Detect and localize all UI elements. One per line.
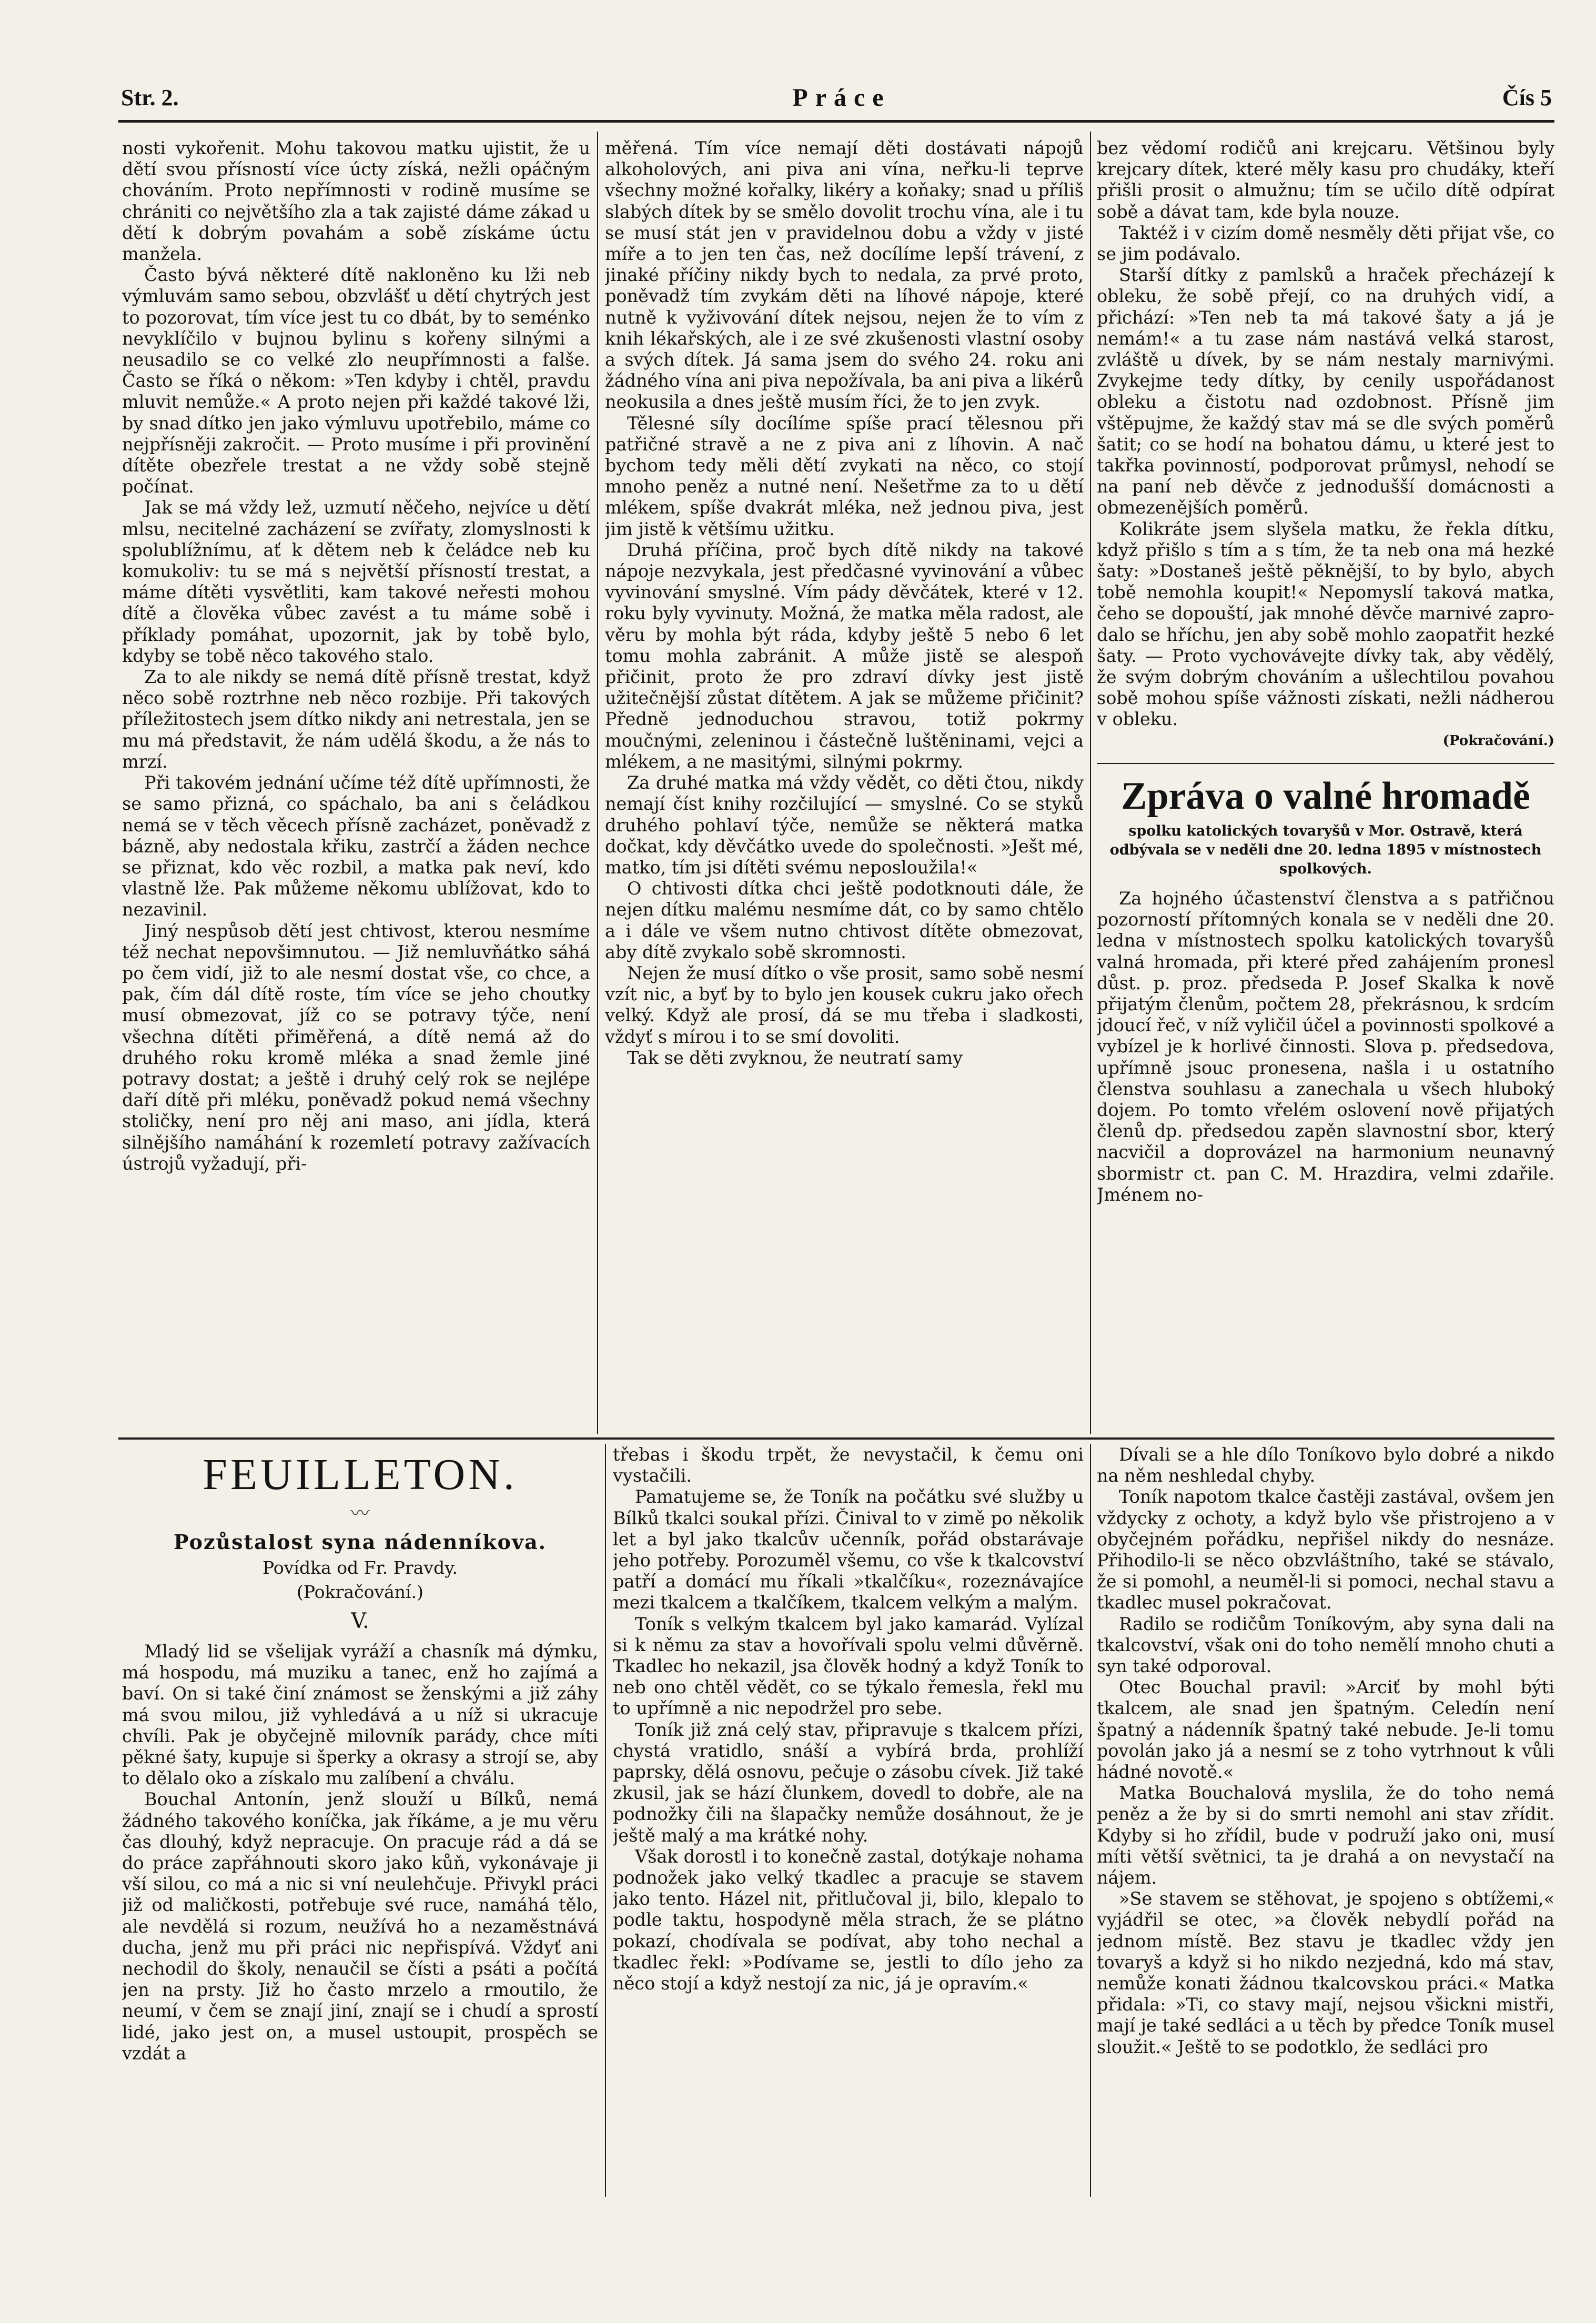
story-paragraph: Toník napotom tkalce častěji zastával, ovšem jen vždycky z ochoty, a když bylo vše přistrojeno a v obyčejném pořádku, nepřišel nikdy do nesnáze. Přihodilo-li se něco obzvláštního, také se stávalo, že si pomohl, a neuměl-li si pomoci, nechal stavu a tkadlec musel pokračovat. — [1097, 1486, 1554, 1613]
feuilleton-heading: FEUILLETON. — [203, 1450, 518, 1499]
feuilleton-column-1 — [122, 1444, 598, 2191]
ornament-icon: 〰 — [350, 1503, 370, 1524]
article-paragraph: Taktéž i v cizím domě nesměly děti přijat vše, co se jim podávalo. — [1097, 222, 1554, 265]
article-paragraph: nosti vykořenit. Mohu takovou matku ujistit, že u dětí svou přísností více úcty získá, nežli opáčným chováním. Proto nepřímnosti v rodině musíme se chrániti co největšího zla a tak zajisté dáme zákad u dětí k dobrým povahám a sobě získáme úctu manžela. — [122, 138, 590, 265]
article-paragraph: Jiný nespůsob dětí jest chtivost, kterou nesmíme též nechat nepovšimnutou. — Již nemluvňátko sáhá po čem vidí, již to ale nesmí dostat vše, co chce, a pak, čím dál dítě roste, tím více se jeho choutky musí obmezovat, jíž co se potravy týče, není všechna dítěti přiměřená, a dítě nemá až do druhého roku kromě mléka a snad žemle jiné potravy dostat; a ještě i druhý celý rok se nejlépe daří dítě při mléku, poněvadž pokud nemá všechny stoličky, není pro něj ani maso, ani jídla, která silnějšího namáhání k rozemletí potravy zažívacích ústrojů vyžadují, při- — [122, 920, 590, 1174]
chapter-number: V. — [351, 1609, 369, 1633]
article-paragraph: O chtivosti dítka chci ještě podotknouti dále, že nejen dítku malému nesmíme dát, co by samo chtělo a i dále ve všem nutno chtivost dítěte obmezovat, aby dítě zvykalo sobě skromnosti. — [605, 878, 1084, 962]
article-paragraph: Nejen že musí dítko o vše prosit, samo sobě nesmí vzít nic, a byť by to bylo jen kousek cukru jako ořech velký. Když ale prosí, dá se mu třeba i sladkosti, vždyť s mírou i to se smí dovoliti. — [605, 962, 1084, 1047]
article-column-1 — [122, 138, 590, 1432]
story-author: Povídka od Fr. Pravdy. — [262, 1557, 458, 1578]
article-paragraph: Tělesné síly docílíme spíše prací tělesnou při patřičné stravě a ne z piva ani z líhovin. A nač bychom tedy měli dětí zvykati na něco, co stojí mnoho peněz a nutné není. Nešetřme za to u dětí mlékem, spíše dvakrát mléka, než jednou piva, jest jim jistě k většímu užitku. — [605, 413, 1084, 539]
article-column-3 — [1097, 138, 1554, 1432]
article-paragraph: Kolikráte jsem slyšela matku, že řekla dítku, když přišlo s tím a s tím, že ta neb ona má hezké šaty: »Dostaneš ještě pěknější, to by bylo, abych tobě nemohla koupit!« Nepomyslí taková matka, čeho se dopouští, jak mnohé děvče marnivé zaprodalo se hříchu, jen aby sobě mohlo zaopatřit hezké šaty. — Proto vychovávejte dívky tak, aby vědělý, že svým dobrým chováním a ušlechtilou povahou sobě mohou spíše vážnosti získati, nežli nádherou v obleku. — [1097, 518, 1554, 730]
article-paragraph: Tak se děti zvyknou, že neutratí samy — [627, 1047, 963, 1068]
story-paragraph: Pamatujeme se, že Toník na počátku své služby u Bílků tkalci soukal přízi. Činival to v zimě po několik let a byl jako tkalcův učenník, pořád obstarávaje jeho potřeby. Porozuměl všemu, co vše k tkalcovství patří a domácí mu říkali »tkalčíku«, rozeznávajíce mezi tkalcem a tkalčíkem, tkalcem velkým a malým. — [613, 1486, 1084, 1613]
story-paragraph: Toník již zná celý stav, připravuje s tkalcem přízi, chystá vratidlo, snáší a vybírá brda, prohlíží paprsky, dělá osnovu, pečuje o zásobu cívek. Již také zkusil, jak se hází člunkem, dovedl to dobře, ale na podnožky čili na šlapačky nemůže dosáhnout, že je ještě malý a ma krátké nohy. — [613, 1719, 1084, 1846]
story-paragraph: Otec Bouchal pravil: »Arciť by mohl býti tkalcem, ale snad jen špatným. Celedín není špatný a nádenník špatný také nebude. Je-li tomu povolán jako já a nesmí se z toho vytrhnout k vůli hádné novotě.« — [1097, 1677, 1554, 1783]
article-paragraph: Při takovém jednání učíme též dítě upřímnosti, že se samo přizná, co spáchalo, ba ani s čeládkou nemá se v těch věcech přísně zacházet, poněvadž z bázně, aby nedostala křiku, zastrčí a žáden nechce se přiznat, kdo věc rozbil, a matka pak neví, kdo vlastně lže. Pak můžeme někomu ublížovat, kdo to nezavinil. — [122, 772, 590, 920]
article-paragraph: Za to ale nikdy se nemá dítě přísně trestat, když něco sobě roztrhne neb něco rozbije. Při takových příležitostech jsem dítko nikdy ani netrestala, jen se mu má představit, že nám udělá škodu, a že nás to mrzí. — [122, 667, 590, 772]
page-header — [121, 79, 1552, 116]
page-number: Str. 2. — [121, 85, 179, 110]
feuilleton-rule — [118, 1437, 1554, 1440]
continued-note: (Pokračování.) — [1442, 732, 1554, 749]
column-divider — [1090, 1444, 1091, 2197]
article-paragraph: Druhá příčina, proč bych dítě nikdy na takové nápoje nezvykala, jest předčasné vyvinování a vůbec vyvinování smyslné. Vím pády děvčátek, které v 12. roku byly vyvinuty. Možná, že matka měla radost, ale věru by mohla být ráda, kdyby ještě 5 nebo 6 let tomu mohla zabránit. A může jistě se alespoň přičinit, proto že pro zdraví dívky jest jistě užitečnější zůstat dítětem. A jak se můžeme přičinit? Předně jednoduchou stravou, totiž pokrmy moučnými, zeleninou i částečně luštěninami, vejci a mlékem, a ne masitými, silnými pokrmy. — [605, 539, 1084, 772]
header-rule — [118, 120, 1554, 123]
article-column-2 — [605, 138, 1084, 1432]
column-divider — [605, 1444, 606, 2197]
report-title: Zpráva o valné hromadě — [1121, 774, 1530, 818]
story-paragraph: »Se stavem se stěhovat, je spojeno s obtížemi,« vyjádřil se otec, »a člověk nebydlí pořád na jednom místě. Bez stavu je tkadlec vždy jen tovaryš a když si ho nikdo nezjedná, kdo má stav, nemůže konati žádnou tkalcovskou práci.« Matka přidala: »Ti, co stavy mají, nejsou všickni mistři, mají je také sedláci a u těch by předce Toník musel sloužit.« Ještě to se podotklo, že sedláci pro — [1097, 1888, 1554, 2057]
column-divider — [1090, 132, 1091, 1434]
article-paragraph: Jak se má vždy lež, uzmutí něčeho, nejvíce u dětí mlsu, necitelné zacházení se zvířaty, zlomyslnosti k spolublížnímu, ať k dětem neb k čeládce neb ku komukoliv: tu se má s největší přísností trestat, a máme dítěti vysvětliti, kam takové neřesti mohou dítě a člověka vůbec zavést a tu máme sobě i příklady pomáhat, upozornit, jak by tobě bylo, kdyby se tobě něco takového stalo. — [122, 497, 590, 666]
story-paragraph: Matka Bouchalová myslila, že do toho nemá peněz a že by si do smrti nemohl ani stav zřídit. Kdyby si ho zřídil, bude v podruží jako oni, musí míti větší světnici, ta je drahá a on nevystačí na nájem. — [1097, 1783, 1554, 1888]
story-paragraph: Bouchal Antonín, jenž slouží u Bílků, nemá žádného takového koníčka, jak říkáme, a je mu věru čas dlouhý, když nepracuje. On pracuje rád a dá se do práce zapřáhnouti skoro jako kůň, vykonávaje ji vší silou, co má a nic si vní neulehčuje. Přivykl práci již od maličkosti, potřebuje své ruce, namáhá tělo, ale nevdělá si rozum, neužívá ho a nezaměstnává ducha, jenž mu při práci nic nepřispívá. Vždyť ani nechodil do školy, nenaučil se čísti a psáti a počítá jen na prsty. Již ho často mrzelo a rmoutilo, že neumí, v čem se znají jiní, znají se i chudí a sprostí lidé, jako jest on, a musel ustoupit, prospěch se vzdát a — [122, 1789, 598, 2064]
issue-number: Čís 5 — [1502, 85, 1552, 110]
story-continued: (Pokračování.) — [297, 1582, 423, 1602]
section-rule — [1097, 763, 1554, 764]
story-paragraph: třebas i škodu trpět, že nevystačil, k čemu oni vystačili. — [613, 1444, 1084, 1486]
article-paragraph: bez vědomí rodičů ani krejcaru. Většinou byly krejcary dítek, které měly kasu pro chudáky, kteří přišli prosit o almužnu; tím se učilo dítě odpírat sobě a dávat tam, kde byla nouze. — [1097, 138, 1554, 222]
story-paragraph: Toník s velkým tkalcem byl jako kamarád. Vylízal si k němu za stav a hovořívali spolu velmi důvěrně. Tkadlec ho nekazil, jsa člověk hodný a když Toník to neb ono chtěl vědět, co se týkalo řemesla, řekl mu to upřímně a nic nepodržel pro sebe. — [613, 1613, 1084, 1719]
story-paragraph: Radilo se rodičům Toníkovým, aby syna dali na tkalcovství, však oni do toho nemělí mnoho chuti a syn také odporoval. — [1097, 1613, 1554, 1677]
newspaper-title: Práce — [792, 84, 891, 112]
column-divider — [597, 132, 598, 1434]
report-paragraph: Za hojného účastenství členstva a s patřičnou pozorností přítomných konala se v neděli dne 20. ledna v místnostech spolku katolických tovaryšů valná hromada, při které před zahájením pronesl důst. p. proz. předseda P. Josef Skalka k nově přijatým členům, počtem 28, překrásnou, k srdcím jdoucí řeč, v níž vyličil účel a povinnosti spolkové a vybízel je k horlivé činnosti. Slova p. předsedova, upřímně jsouc pronesena, našla i u ostatního členstva souhlasu a zanechala u všech hluboký dojem. Po tomto vřelém oslovení nově přijatých členů dp. předsedou zapěn slavnostní sbor, který nacvičil a doprovázel na harmonium neunavný sbormistr ct. pan C. M. Hrazdira, velmi zdařile. Jménem no- — [1097, 888, 1554, 1205]
article-paragraph: Za druhé matka má vždy vědět, co děti čtou, nikdy nemají číst knihy rozčilující — smyslné. Co se styků druhého pohlaví týče, nemůže se některá matka dočkat, kdy děvčátko uvede do společnosti. »Ješt mé, matko, tím jsi dítěti svému neposloužila!« — [605, 772, 1084, 878]
feuilleton-column-3 — [1097, 1444, 1554, 2191]
story-paragraph: Dívali se a hle dílo Toníkovo bylo dobré a nikdo na něm neshledal chyby. — [1097, 1444, 1554, 1486]
article-paragraph: měřená. Tím více nemají děti dostávati nápojů alkoholových, ani piva ani vína, neřku-li teprve všechny možné kořalky, likéry a koňaky; snad u příliš slabých dítek by se smělo dovolit trochu vína, ale i tu se musí stát jen v pravidelnou dobu a vždy v jisté míře a to jen ten čas, než docílíme lepší trávení, z jinaké příčiny nikdy bych to nedala, za prvé proto, poněvadž tím zvykám děti na líhové nápoje, které nutně k vyživování dítek nejsou, nejen že to vím z knih lékařských, ale i ze své zkušenosti vlastní osoby a svých dítek. Já sama jsem do svého 24. roku ani žádného vína ani piva nepožívala, ba ani piva a likérů neokusila a dnes ještě musím říci, že to jen zvyk. — [605, 138, 1084, 413]
story-title: Pozůstalost syna nádenníkova. — [174, 1530, 547, 1554]
story-paragraph: Mladý lid se všelijak vyráží a chasník má dýmku, má hospodu, má muziku a tanec, enž ho zajímá a baví. On si také činí známost se ženskými a již záhy má svou milou, již vyhledává a u níž si ukracuje chvíli. Pak je obyčejně milovník parády, chce míti pěkné šaty, kupuje si šperky a okrasy a strojí se, aby to dělalo oko a získalo mu zalíbení a chválu. — [122, 1641, 598, 1789]
story-paragraph: Však dorostl i to konečně zastal, dotýkaje nohama podnožek jako velký tkadlec a pracuje se stavem jako tento. Házel nit, přitlučoval ji, bilo, klepalo to podle taktu, hospodyně měla strach, že se plátno pokazí, chodívala se podívat, aby toho nechal a tkadlec řekl: »Podívame se, jestli to dílo jeho za něco stojí a když nestojí za nic, já je opravím.« — [613, 1846, 1084, 1994]
article-paragraph: Starší dítky z pamlsků a hraček přecházejí k obleku, že sobě přejí, co na druhých vidí, a přichází: »Ten neb ta má takové šaty a já je nemám!« a tu zase nám nastává velká starost, zvláště u dívek, by se nám nestaly marnivými. Zvykejme tedy dítky, by cenily uspořádanost obleku a čistotu nad ozdobnost. Přísně jim vštěpujme, že každý stav má se dle svých poměrů šatit; co se hodí na bohatou dámu, u které jest to takřka povinností, podporovat průmysl, nehodí se na paní neb děvče z jednodušší domácnosti a obmezenějších poměrů. — [1097, 265, 1554, 518]
article-paragraph: Často bývá některé dítě nakloněno ku lži neb výmluvám samo sebou, obzvlášť u dětí chytrých jest to pozorovat, tím více jest tu co dbát, by to seménko nevyklíčilo v bujnou bylinu s kořeny silnými a neusadilo se co velké zlo neupřímnosti a falše. Často se říká o někom: »Ten kdyby i chtěl, pravdu mluvit nemůže.« A proto nejen při každé takové lži, by snad dítko jen jako výmluvu upotřebilo, máme co nejpřísněji zakročit. — Proto musíme i při provinění dítěte obezřele trestat a ne vždy sobě stejně počínat. — [122, 265, 590, 497]
feuilleton-column-2 — [613, 1444, 1084, 2191]
report-subtitle: spolku katolických tovaryšů v Mor. Ostravě, která odbývala se v neděli dne 20. ledna 1895 v místnostech spolkových. — [1109, 822, 1542, 877]
